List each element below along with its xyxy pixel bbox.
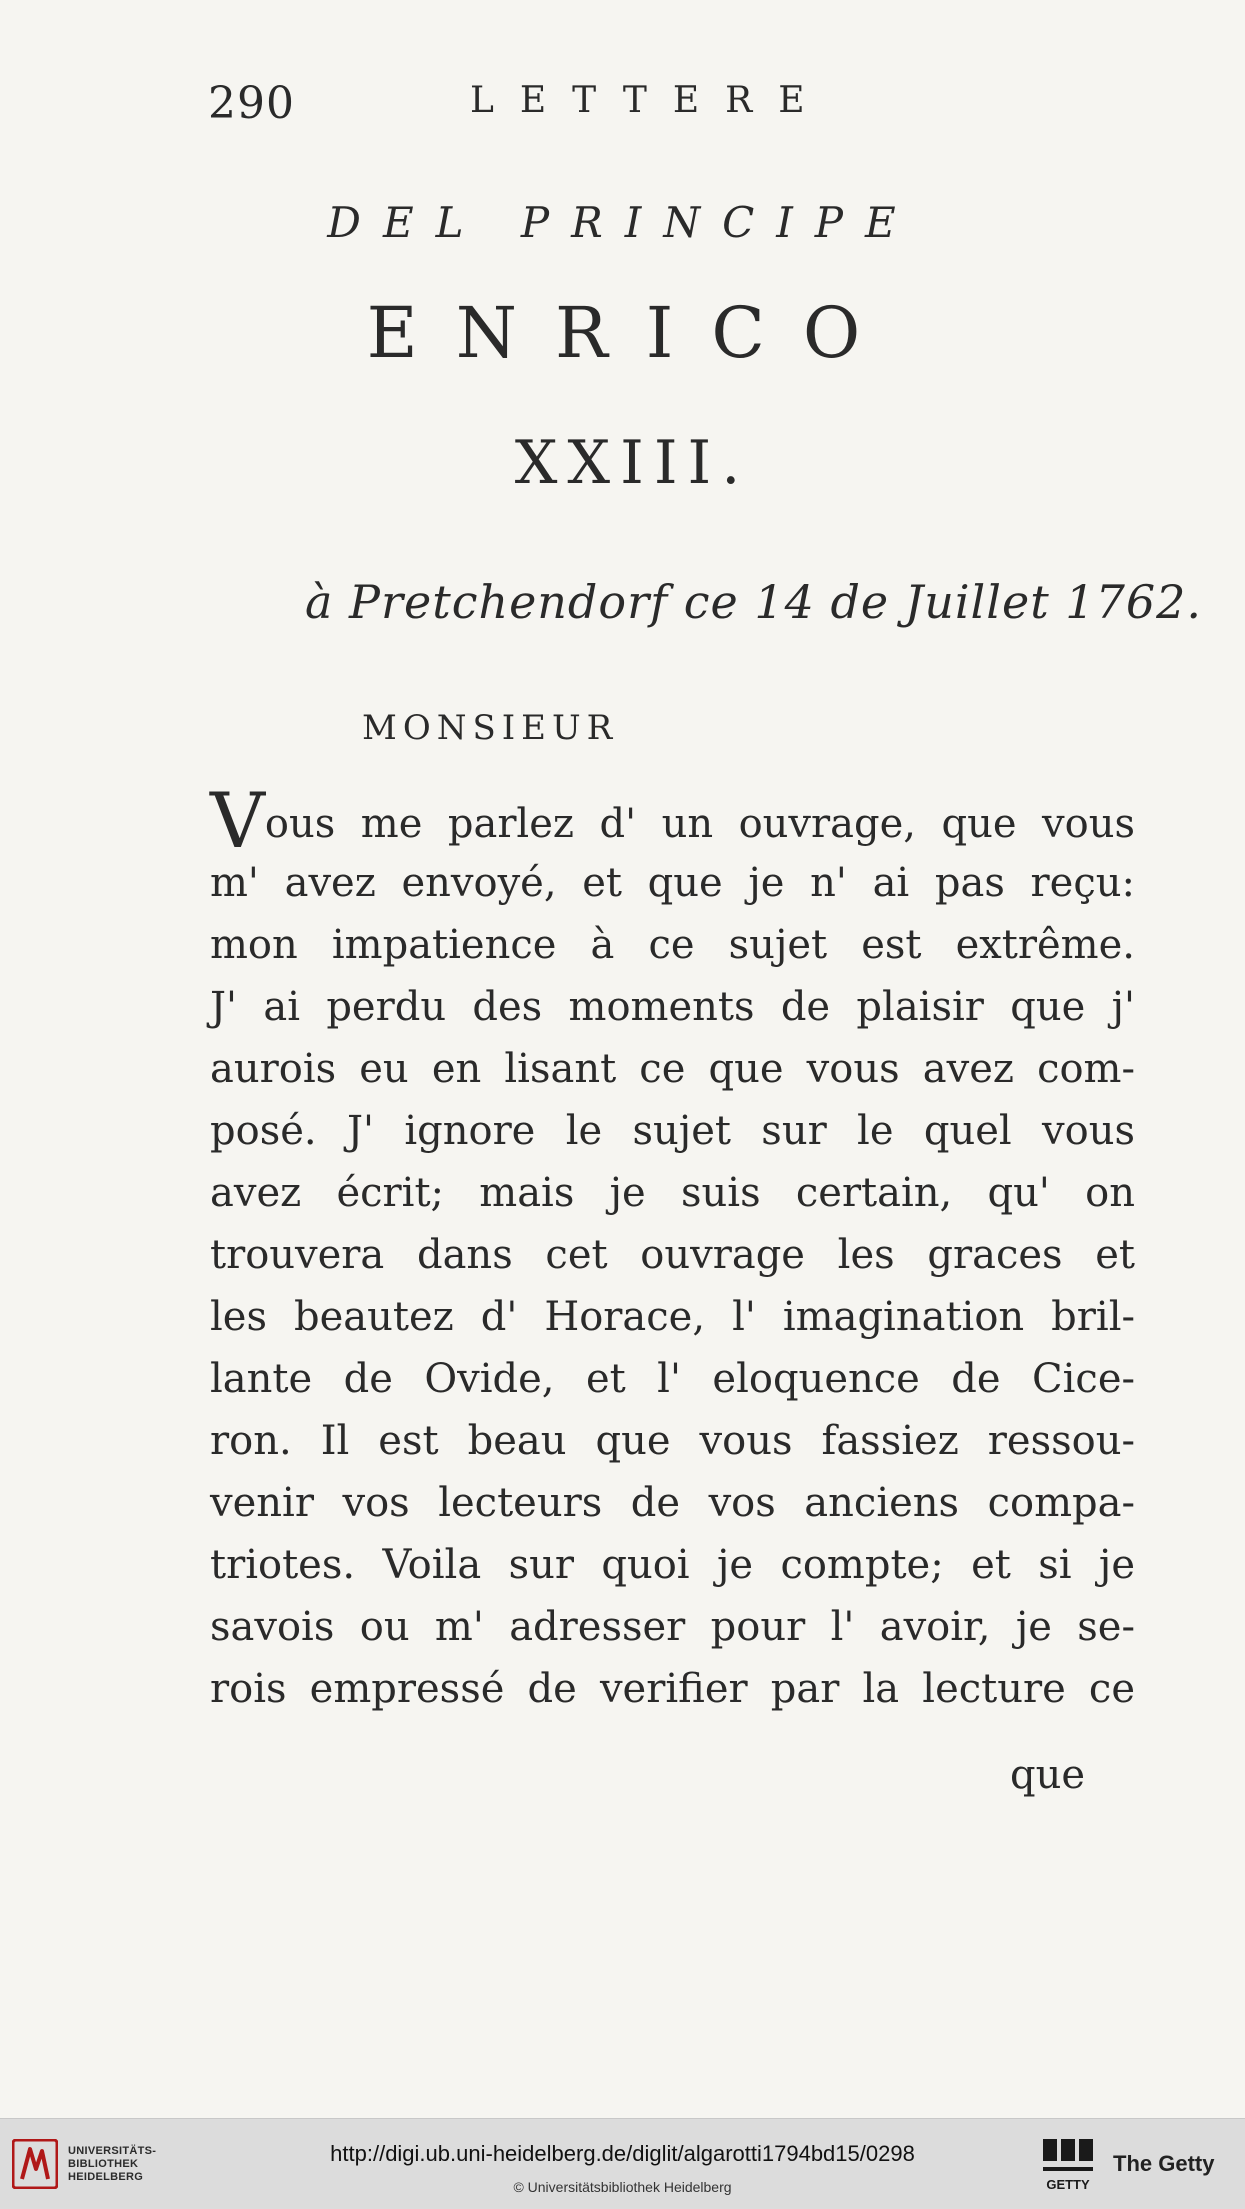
- viewer-footer: [0, 2118, 1245, 2209]
- sponsor-name: The Getty: [1113, 2151, 1215, 2176]
- body-line: aurois eu en lisant ce que vous avez com-: [210, 1046, 1135, 1092]
- body-line: J' ai perdu des moments de plaisir que j': [210, 984, 1135, 1030]
- page-number: 290: [208, 78, 295, 129]
- body-line: avez écrit; mais je suis certain, qu' on: [210, 1170, 1135, 1216]
- letter-body: [210, 776, 1135, 1720]
- letter-heading-line2: ENRICO: [366, 292, 899, 374]
- body-line: lante de Ovide, et l' eloquence de Cice-: [210, 1356, 1135, 1402]
- body-line: posé. J' ignore le sujet sur le quel vous: [210, 1108, 1135, 1154]
- getty-mark-icon: [1041, 2135, 1097, 2193]
- body-line: trouvera dans cet ouvrage les graces et: [210, 1232, 1135, 1278]
- body-line: ron. Il est beau que vous fassiez ressou-: [210, 1418, 1135, 1464]
- body-line: venir vos lecteurs de vos anciens compa-: [210, 1480, 1135, 1526]
- dateline: à Pretchendorf ce 14 de Juillet 1762.: [305, 575, 1202, 629]
- permalink-url[interactable]: http://digi.ub.uni-heidelberg.de/diglit/algarotti1794bd15/0298: [330, 2141, 915, 2166]
- letter-number: XXIII.: [514, 428, 751, 498]
- university-library-name: UNIVERSITÄTS- BIBLIOTHEK HEIDELBERG: [68, 2145, 157, 2183]
- body-line: triotes. Voila sur quoi je compte; et si je: [210, 1542, 1135, 1588]
- body-line: m' avez envoyé, et que je n' ai pas reçu:: [210, 860, 1135, 906]
- running-title: LETTERE: [470, 80, 831, 121]
- catchword: que: [1010, 1752, 1086, 1798]
- body-line: Vous me parlez d' un ouvrage, que vous: [210, 776, 1135, 865]
- salutation: MONSIEUR: [362, 708, 619, 748]
- copyright-notice: © Universitätsbibliothek Heidelberg: [513, 2179, 732, 2195]
- drop-cap: V: [210, 776, 265, 865]
- running-head: [0, 78, 1245, 138]
- letter-heading-line1: DEL PRINCIPE: [327, 198, 918, 247]
- svg-text:GETTY: GETTY: [1046, 2177, 1090, 2192]
- body-line: savois ou m' adresser pour l' avoir, je se-: [210, 1604, 1135, 1650]
- getty-logo[interactable]: [1041, 2135, 1231, 2193]
- body-line: mon impatience à ce sujet est extrême.: [210, 922, 1135, 968]
- body-line: rois empressé de verifier par la lecture ce: [210, 1666, 1135, 1712]
- body-line: les beautez d' Horace, l' imagination bril-: [210, 1294, 1135, 1340]
